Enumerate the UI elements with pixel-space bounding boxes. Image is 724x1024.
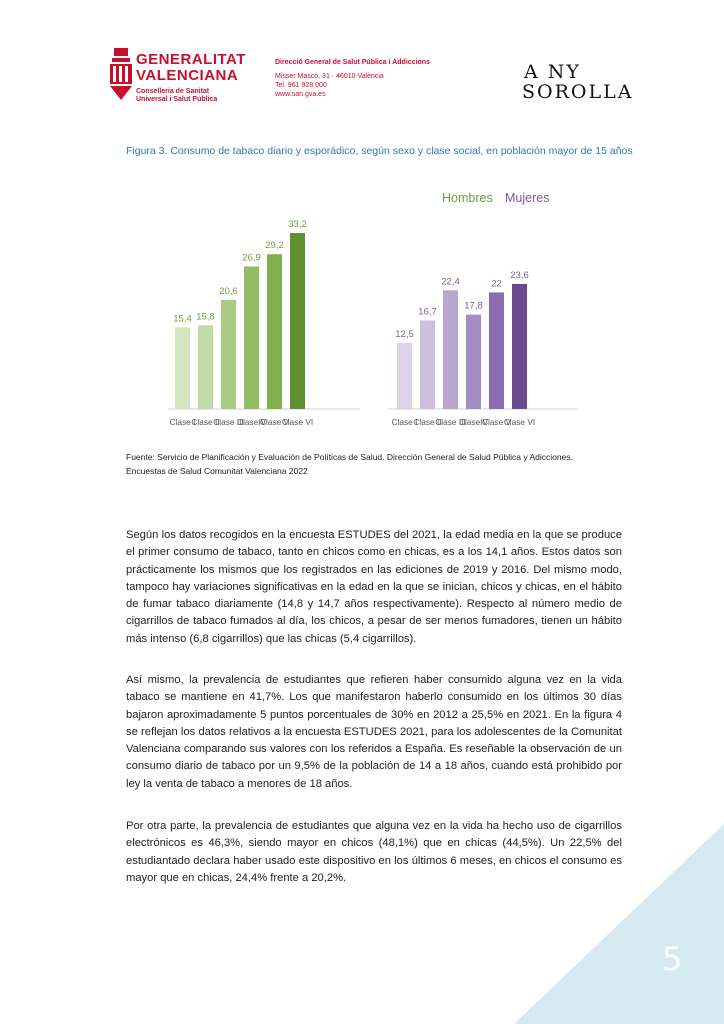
tick-label-mujeres-6: Clase VI bbox=[503, 417, 536, 427]
header-address-block bbox=[275, 58, 430, 99]
tick-label-mujeres-5: Clase V bbox=[481, 417, 512, 427]
bar-hombres-2 bbox=[198, 325, 213, 409]
tick-label-hombres-4: ClaseIV bbox=[236, 417, 267, 427]
tick-label-hombres-2: Clase II bbox=[191, 417, 220, 427]
data-label-hombres-1: 15,4 bbox=[173, 313, 192, 325]
tick-label-mujeres-1: Clase I bbox=[391, 417, 418, 427]
paragraph-3: Por otra parte, la prevalencia de estudiantes que alguna vez en la vida ha hecho uso de cigarrillos electrónicos es 46,3%, siendo mayor en chicos (48,1%) que en chicas (44,5%). Un 22,5% del estudiantado declara haber usado este dispositivo en los últimos 6 meses, en chicos el consumo es mayor que en chicas, 24,4% frente a 20,2%. bbox=[126, 820, 622, 884]
tick-label-hombres-1: Clase I bbox=[169, 417, 196, 427]
data-label-hombres-2: 15,8 bbox=[196, 311, 215, 323]
org-sub-line2: Universal i Salut Pública bbox=[136, 96, 218, 103]
tick-label-hombres-5: Clase V bbox=[259, 417, 290, 427]
tick-label-mujeres-3: Clase III bbox=[435, 417, 466, 427]
dept-name: Direcció General de Salut Pública i Addiccions bbox=[275, 59, 430, 66]
bar-hombres-5 bbox=[267, 254, 282, 409]
bar-mujeres-2 bbox=[420, 320, 435, 409]
any-sorolla-line1: A NY bbox=[524, 61, 581, 83]
org-name-line1: GENERALITAT bbox=[136, 51, 246, 68]
data-label-hombres-5: 29,2 bbox=[265, 240, 284, 252]
data-label-mujeres-4: 17,8 bbox=[464, 300, 483, 312]
legend-mujeres: Mujeres bbox=[505, 191, 550, 205]
any-sorolla-logo bbox=[522, 62, 633, 102]
source-line2: Encuestas de Salud Comunitat Valenciana 2022 bbox=[126, 466, 308, 476]
legend-hombres: Hombres bbox=[442, 191, 493, 205]
website: www.san.gva.es bbox=[275, 91, 326, 98]
generalitat-logo bbox=[110, 48, 250, 110]
data-label-mujeres-6: 23,6 bbox=[510, 269, 529, 281]
tick-label-mujeres-4: ClaseIV bbox=[458, 417, 489, 427]
tick-label-hombres-3: Clase III bbox=[213, 417, 244, 427]
tick-label-hombres-6: Clase VI bbox=[281, 417, 314, 427]
tick-label-mujeres-2: Clase II bbox=[413, 417, 442, 427]
figure-caption: Figura 3. Consumo de tabaco diario y esporádico, según sexo y clase social, en población mayor de 15 años bbox=[126, 145, 633, 157]
any-sorolla-line2: SOROLLA bbox=[522, 81, 634, 103]
paragraph-2: Así mismo, la prevalencia de estudiantes que refieren haber consumido alguna vez en la vida tabaco se mantiene en 41,7%. Los que manifestaron haberlo consumido en los últimos 30 días bajaron aproximadamente 5 puntos porcentuales de 30% en 2012 a 25,5% en 2021. En la figura 4 se reflejan los datos relativos a la encuesta ESTUDES 2021, para los adolescentes de la Comunitat Valenciana comparando sus valores con los referidos a España. Es reseñable la observación de un consumo diario de tabaco por un 9,5% de la población de 14 a 18 años, cuando está prohibido por ley la venta de tabaco a menores de 18 años. bbox=[126, 674, 622, 790]
data-label-mujeres-1: 12,5 bbox=[395, 328, 414, 340]
org-sub-line1: Conselleria de Sanitat bbox=[136, 88, 210, 95]
bar-mujeres-5 bbox=[489, 292, 504, 409]
corner-decoration bbox=[514, 824, 724, 1024]
phone: Tel. 961 928 000 bbox=[275, 82, 327, 89]
paragraph-1: Según los datos recogidos en la encuesta ESTUDES del 2021, la edad media en la que se produce el primer consumo de tabaco, tanto en chicos como en chicas, es a los 14,1 años. Estos datos son prácticamente los mismos que los registrados en las ediciones de 2019 y 2016. Del mismo modo, tampoco hay variaciones significativas en la edad en la que se inician, chicos y chicas, en el hábito de fumar tabaco diariamente (14,8 y 14,7 años respectivamente). Respecto al número medio de cigarrillos de tabaco fumados al día, los chicos, a pesar de ser menos fumadores, tienen un hábito más intenso (6,8 cigarrillos) que las chicas (5,4 cigarrillos). bbox=[126, 529, 622, 645]
data-label-mujeres-3: 22,4 bbox=[441, 276, 460, 288]
data-label-hombres-4: 26,9 bbox=[242, 252, 261, 264]
bar-hombres-4 bbox=[244, 266, 259, 409]
address: Misser Mascó, 31 · 46010 València bbox=[275, 73, 384, 80]
data-label-hombres-3: 20,6 bbox=[219, 285, 238, 297]
org-name-line2: VALENCIANA bbox=[136, 67, 239, 84]
bar-hombres-1 bbox=[175, 327, 190, 409]
bar-hombres-3 bbox=[221, 300, 236, 409]
chart-bars bbox=[168, 219, 578, 427]
data-label-hombres-6: 33,2 bbox=[288, 219, 307, 231]
figure-source bbox=[126, 450, 626, 478]
bar-mujeres-3 bbox=[443, 290, 458, 409]
page-number: 5 bbox=[662, 940, 683, 978]
bar-hombres-6 bbox=[290, 233, 305, 409]
bar-mujeres-4 bbox=[466, 315, 481, 409]
generalitat-crest-icon bbox=[110, 48, 132, 100]
data-label-mujeres-5: 22 bbox=[491, 278, 502, 290]
bar-chart bbox=[160, 180, 590, 430]
source-line1: Fuente: Servicio de Planificación y Evaluación de Políticas de Salud. Dirección General de Salud Pública y Adicciones. bbox=[126, 452, 573, 462]
bar-mujeres-1 bbox=[397, 343, 412, 409]
data-label-mujeres-2: 16,7 bbox=[418, 306, 437, 318]
bar-mujeres-6 bbox=[512, 284, 527, 409]
